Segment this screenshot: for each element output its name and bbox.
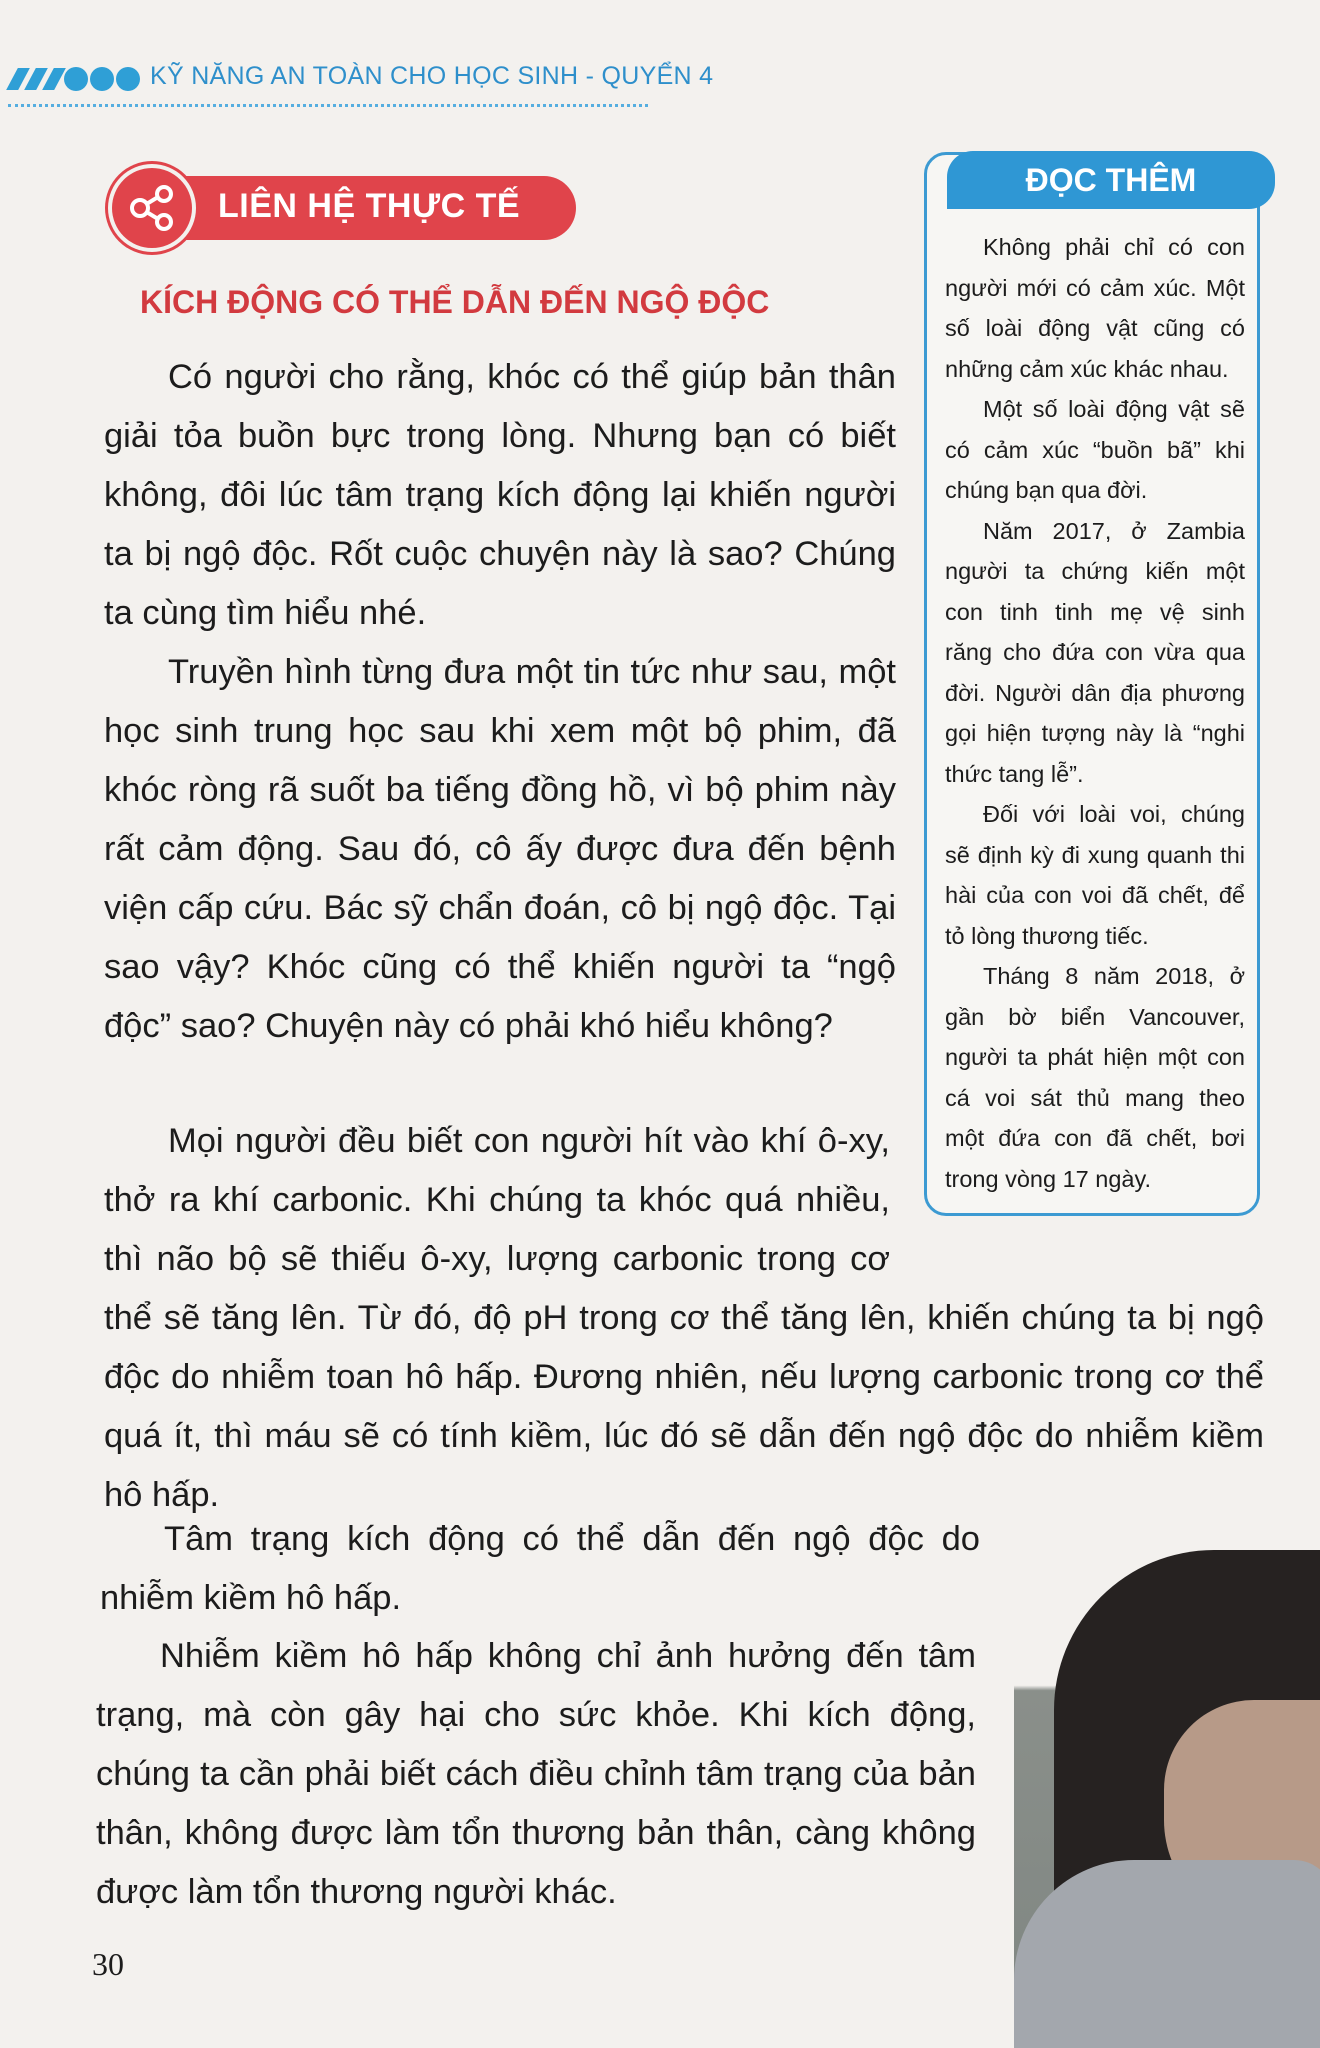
article-paragraph: Tâm trạng kích động có thể dẫn đến ngộ độc do nhiễm kiềm hô hấp. <box>100 1520 980 1617</box>
sidebar-paragraph: Một số loài động vật sẽ có cảm xúc “buồn bã” khi chúng bạn qua đời. <box>945 396 1245 503</box>
article-paragraph: Mọi người đều biết con người hít vào khí ô-xy, thở ra khí carbonic. Khi chúng ta khóc quá nhiều, thì não bộ sẽ thiếu ô-xy, lượng carbonic trong cơ thể sẽ tăng lên. Từ đó, độ pH trong cơ thể tăng lên, khiến chúng ta bị ngộ độc do nhiễm toan hô hấp. Đương nhiên, nếu lượng carbonic trong cơ thể quá ít, thì máu sẽ có tính kiềm, lúc đó sẽ dẫn đến ngộ độc do nhiễm kiềm hô hấp. <box>104 1122 1264 1514</box>
article-paragraph: Truyền hình từng đưa một tin tức như sau, một học sinh trung học sau khi xem một bộ phim, đã khóc ròng rã suốt ba tiếng đồng hồ, vì bộ phim này rất cảm động. Sau đó, cô ấy được đưa đến bệnh viện cấp cứu. Bác sỹ chẩn đoán, cô bị ngộ độc. Tại sao vậy? Khóc cũng có thể khiến người ta “ngộ độc” sao? Chuyện này có phải khó hiểu không? <box>104 653 896 1045</box>
sidebar-paragraph: Năm 2017, ở Zambia người ta chứng kiến một con tinh tinh mẹ vệ sinh răng cho đứa con vừa qua đời. Người dân địa phương gọi hiện tượng này là “nghi thức tang lễ”. <box>945 517 1245 787</box>
sidebar-paragraph: Không phải chỉ có con người mới có cảm xúc. Một số loài động vật cũng có những cảm xúc khác nhau. <box>945 234 1245 382</box>
share-icon <box>112 168 192 248</box>
dot-mark <box>64 67 88 91</box>
further-reading-body <box>945 227 1245 1199</box>
article-paragraph: Có người cho rằng, khóc có thể giúp bản thân giải tỏa buồn bực trong lòng. Nhưng bạn có biết không, đôi lúc tâm trạng kích động lại khiến người ta bị ngộ độc. Rốt cuộc chuyện này là sao? Chúng ta cùng tìm hiểu nhé. <box>104 358 896 632</box>
further-reading-title: ĐỌC THÊM <box>947 151 1275 209</box>
running-header <box>0 52 760 100</box>
sidebar-paragraph: Đối với loài voi, chúng sẽ định kỳ đi xung quanh thi hài của con voi đã chết, để tỏ lòng thương tiếc. <box>945 801 1245 949</box>
series-title: KỸ NĂNG AN TOÀN CHO HỌC SINH - QUYỂN 4 <box>150 61 714 90</box>
photo-hood <box>1014 1860 1320 2048</box>
dot-mark <box>116 67 140 91</box>
section-label: LIÊN HỆ THỰC TẾ <box>218 187 521 225</box>
dot-mark <box>90 67 114 91</box>
sidebar-paragraph: Tháng 8 năm 2018, ở gần bờ biển Vancouver, người ta phát hiện một con cá voi sát thủ mang theo một đứa con đã chết, bơi trong vòng 17 ngày. <box>945 963 1245 1192</box>
header-decoration <box>0 56 150 96</box>
page-number: 30 <box>92 1946 124 1982</box>
crying-girl-photo <box>1014 1530 1320 2048</box>
article-paragraph: Nhiễm kiềm hô hấp không chỉ ảnh hưởng đến tâm trạng, mà còn gây hại cho sức khỏe. Khi kích động, chúng ta cần phải biết cách điều chỉnh tâm trạng của bản thân, không được làm tổn thương bản thân, càng không được làm tổn thương người khác. <box>96 1637 976 1911</box>
article-title: KÍCH ĐỘNG CÓ THỂ DẪN ĐẾN NGỘ ĐỘC <box>140 284 770 320</box>
section-banner <box>112 168 576 248</box>
header-dotted-rule <box>8 104 648 107</box>
further-reading-box <box>924 152 1260 1216</box>
